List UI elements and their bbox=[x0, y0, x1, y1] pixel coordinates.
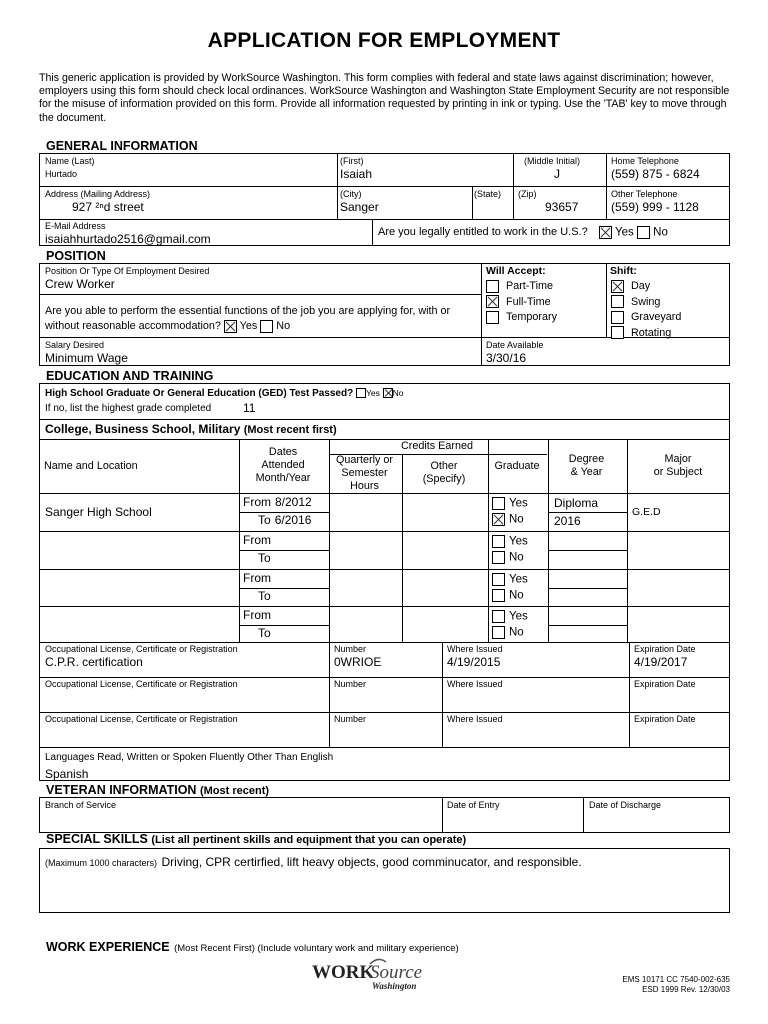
graveyard-shift-checkbox[interactable] bbox=[611, 311, 624, 324]
form-code-1: EMS 10171 CC 7540-002-635 bbox=[622, 975, 730, 984]
license-name-field[interactable]: C.P.R. certification bbox=[45, 655, 143, 669]
from-label: From bbox=[243, 608, 271, 622]
zip-label: (Zip) bbox=[518, 189, 537, 199]
email-label: E-Mail Address bbox=[45, 221, 106, 231]
col-dates-line: Attended bbox=[261, 459, 305, 471]
branch-label: Branch of Service bbox=[45, 800, 117, 810]
home-telephone-field[interactable]: (559) 875 - 6824 bbox=[611, 167, 700, 181]
expiration-label: Expiration Date bbox=[634, 644, 696, 654]
where-issued-label: Where Issued bbox=[447, 679, 503, 689]
will-accept-label: Will Accept: bbox=[486, 265, 546, 277]
rotating-shift-checkbox[interactable] bbox=[611, 326, 624, 339]
from-label: From bbox=[243, 495, 271, 509]
graduate-yes-row bbox=[492, 610, 528, 623]
shift-option-graveyard bbox=[611, 310, 681, 326]
graduate-no-checkbox[interactable] bbox=[492, 589, 505, 602]
ged-no-label: No bbox=[392, 388, 404, 398]
ged-yes-label: Yes bbox=[366, 388, 380, 398]
college-heading-row bbox=[45, 422, 337, 436]
col-quarter-line: Semester bbox=[341, 467, 388, 479]
graduate-no-label: No bbox=[509, 589, 524, 602]
ged-no-checkbox[interactable] bbox=[383, 388, 393, 398]
ged-question: High School Graduate Or General Education (GED) Test Passed? bbox=[45, 388, 354, 399]
position-heading: POSITION bbox=[46, 249, 106, 263]
shift-label: Graveyard bbox=[631, 311, 682, 323]
email-field[interactable]: isaiahhurtado2516@gmail.com bbox=[45, 232, 211, 246]
middle-initial-field[interactable]: J bbox=[554, 167, 560, 181]
date-available-label: Date Available bbox=[486, 340, 544, 350]
education-heading: EDUCATION AND TRAINING bbox=[46, 369, 214, 383]
graduate-yes-label: Yes bbox=[509, 497, 528, 510]
expiration-label: Expiration Date bbox=[634, 679, 696, 689]
day-shift-checkbox[interactable] bbox=[611, 280, 624, 293]
essential-yes-checkbox[interactable] bbox=[224, 320, 237, 333]
skills-heading: SPECIAL SKILLS bbox=[46, 832, 148, 846]
graduate-no-checkbox[interactable] bbox=[492, 513, 505, 526]
accept-label: Temporary bbox=[506, 311, 558, 323]
state-label: (State) bbox=[474, 189, 502, 199]
position-desired-field[interactable]: Crew Worker bbox=[45, 277, 115, 291]
degree-year-field[interactable]: 2016 bbox=[554, 514, 581, 528]
graduate-yes-label: Yes bbox=[509, 610, 528, 623]
license-label: Occupational License, Certificate or Registration bbox=[45, 679, 238, 689]
where-issued-field[interactable]: 4/19/2015 bbox=[447, 655, 501, 669]
graduate-yes-row bbox=[492, 535, 528, 548]
discharge-date-label: Date of Discharge bbox=[589, 800, 662, 810]
other-telephone-label: Other Telephone bbox=[611, 189, 678, 199]
essential-yes-label: Yes bbox=[239, 320, 258, 332]
graduate-no-label: No bbox=[509, 513, 524, 526]
zip-field[interactable]: 93657 bbox=[545, 200, 579, 214]
languages-field[interactable]: Spanish bbox=[45, 767, 89, 781]
graduate-yes-row bbox=[492, 573, 528, 586]
to-label: To bbox=[258, 551, 271, 565]
entitled-yes-checkbox[interactable] bbox=[599, 226, 612, 239]
work-heading: WORK EXPERIENCE bbox=[46, 940, 170, 954]
essential-no-label: No bbox=[276, 320, 291, 332]
svg-text:Washington: Washington bbox=[372, 981, 417, 991]
col-degree-year bbox=[547, 453, 626, 479]
temporary-checkbox[interactable] bbox=[486, 311, 499, 324]
shift-label: Swing bbox=[631, 295, 661, 308]
license-number-field[interactable]: 0WRIOE bbox=[334, 655, 382, 669]
degree-field[interactable]: Diploma bbox=[554, 496, 599, 510]
ged-question-row bbox=[45, 388, 404, 399]
essential-functions-question bbox=[45, 304, 481, 334]
graduate-yes-checkbox[interactable] bbox=[492, 535, 505, 548]
address-field[interactable]: 927 ²ⁿd street bbox=[72, 200, 144, 214]
legal-entitled-options bbox=[599, 226, 668, 239]
work-heading-row bbox=[46, 938, 459, 956]
shift-label: Rotating bbox=[631, 326, 672, 339]
shift-label: Day bbox=[631, 280, 651, 292]
skills-field[interactable]: Driving, CPR certirfied, lift heavy objects, good comminucator, and responsible. bbox=[161, 855, 582, 869]
to-label: To bbox=[258, 589, 271, 603]
skills-subheading: (List all pertinent skills and equipment that you can operate) bbox=[151, 834, 467, 846]
col-other-line: Other bbox=[430, 460, 458, 472]
skills-text bbox=[45, 853, 725, 871]
date-available-field[interactable]: 3/30/16 bbox=[486, 351, 527, 365]
city-label: (City) bbox=[340, 189, 362, 199]
veteran-heading-row bbox=[46, 783, 269, 797]
col-quarterly-hours bbox=[328, 454, 401, 493]
highest-grade-label: If no, list the highest grade completed bbox=[45, 403, 212, 414]
work-subheading: (Most Recent First) (Include voluntary work and military experience) bbox=[174, 943, 459, 954]
graduate-yes-checkbox[interactable] bbox=[492, 610, 505, 623]
svg-text:Source: Source bbox=[370, 962, 423, 983]
col-degree-line: Degree bbox=[568, 453, 605, 465]
license-label: Occupational License, Certificate or Registration bbox=[45, 714, 238, 724]
intro-text: This generic application is provided by WorkSource Washington. This form complies with federal and state laws against discrimination; however, employers using this form should check local ordinances. WorkSource Washington and Washington State Employment Security are not responsible for the misuse of information provided on this form. Provide all information requested by printing in ink or typing. Use the 'TAB' key to move through the document. bbox=[39, 72, 730, 124]
salary-label: Salary Desired bbox=[45, 340, 105, 350]
graduate-no-row bbox=[492, 513, 524, 526]
salary-field[interactable]: Minimum Wage bbox=[45, 351, 128, 365]
accept-option-temporary bbox=[486, 310, 557, 326]
date-to-row bbox=[258, 513, 311, 527]
entry-date-label: Date of Entry bbox=[447, 800, 500, 810]
essential-q-line1: Are you able to perform the essential functions of the job you are applying for, with or bbox=[45, 305, 451, 317]
entitled-no-label: No bbox=[653, 226, 668, 239]
veteran-subheading: (Most recent) bbox=[199, 785, 270, 797]
license-number-label: Number bbox=[334, 644, 367, 654]
license-number-label: Number bbox=[334, 714, 367, 724]
other-telephone-field[interactable]: (559) 999 - 1128 bbox=[611, 200, 699, 214]
col-graduate: Graduate bbox=[494, 460, 540, 472]
home-telephone-label: Home Telephone bbox=[611, 156, 679, 166]
col-name-location: Name and Location bbox=[44, 460, 138, 472]
skills-heading-row bbox=[46, 832, 466, 846]
essential-q-line2: without reasonable accommodation? bbox=[45, 320, 221, 332]
date-from-row bbox=[243, 571, 275, 585]
ged-yes-checkbox[interactable] bbox=[356, 388, 366, 398]
date-from-row bbox=[243, 533, 275, 547]
from-label: From bbox=[243, 571, 271, 585]
col-dates-line: Month/Year bbox=[255, 472, 311, 484]
swing-shift-checkbox[interactable] bbox=[611, 295, 624, 308]
graduate-no-row bbox=[492, 626, 524, 639]
accept-option-full-time bbox=[486, 295, 557, 311]
graduate-yes-label: Yes bbox=[509, 573, 528, 586]
where-issued-label: Where Issued bbox=[447, 714, 503, 724]
form-codes bbox=[560, 975, 730, 995]
date-to-row bbox=[258, 626, 275, 640]
to-label: To bbox=[258, 626, 271, 640]
skills-max-label: (Maximum 1000 characters) bbox=[45, 858, 158, 868]
credits-earned-label: Credits Earned bbox=[400, 440, 473, 452]
svg-text:WORK: WORK bbox=[312, 962, 375, 983]
graduate-yes-label: Yes bbox=[509, 535, 528, 548]
page-title: APPLICATION FOR EMPLOYMENT bbox=[207, 29, 561, 52]
first-name-label: (First) bbox=[340, 156, 364, 166]
languages-label: Languages Read, Written or Spoken Fluently Other Than English bbox=[45, 752, 334, 763]
accept-label: Full-Time bbox=[506, 295, 551, 308]
date-to-row bbox=[258, 589, 275, 603]
veteran-heading: VETERAN INFORMATION bbox=[46, 783, 197, 797]
col-other-specify bbox=[401, 460, 487, 486]
name-last-label: Name (Last) bbox=[45, 156, 95, 166]
graduate-no-label: No bbox=[509, 551, 524, 564]
essential-no-checkbox[interactable] bbox=[260, 320, 273, 333]
graduate-no-row bbox=[492, 551, 524, 564]
middle-initial-label: (Middle Initial) bbox=[524, 156, 581, 166]
graduate-no-row bbox=[492, 589, 524, 602]
form-code-2: ESD 1999 Rev. 12/30/03 bbox=[642, 985, 730, 994]
expiration-label: Expiration Date bbox=[634, 714, 696, 724]
position-desired-label: Position Or Type Of Employment Desired bbox=[45, 266, 210, 276]
college-subheading: (Most recent first) bbox=[243, 424, 337, 436]
date-to-row bbox=[258, 551, 275, 565]
accept-label: Part-Time bbox=[506, 280, 553, 292]
col-dates-line: Dates bbox=[268, 446, 298, 458]
college-heading: College, Business School, Military bbox=[45, 422, 241, 436]
will-accept-options bbox=[486, 279, 557, 326]
col-other-line: (Specify) bbox=[422, 473, 466, 485]
date-from-row bbox=[243, 495, 312, 509]
col-major-line: or Subject bbox=[653, 466, 703, 478]
entitled-no-checkbox[interactable] bbox=[637, 226, 650, 239]
graduate-no-checkbox[interactable] bbox=[492, 551, 505, 564]
first-name-field[interactable]: Isaiah bbox=[340, 167, 373, 181]
col-quarter-line: Hours bbox=[350, 480, 379, 492]
major-field[interactable]: G.E.D bbox=[632, 506, 661, 518]
legal-entitled-question: Are you legally entitled to work in the U.S.? bbox=[378, 226, 588, 238]
col-degree-line: & Year bbox=[570, 466, 603, 478]
address-label: Address (Mailing Address) bbox=[45, 189, 151, 199]
to-label: To bbox=[258, 513, 271, 527]
entitled-yes-label: Yes bbox=[615, 226, 634, 239]
city-field[interactable]: Sanger bbox=[340, 200, 379, 214]
col-quarter-line: Quarterly or bbox=[336, 454, 393, 466]
name-last-field[interactable]: Hurtado bbox=[45, 169, 78, 179]
where-issued-label: Where Issued bbox=[447, 644, 503, 654]
worksource-logo bbox=[312, 956, 432, 994]
shift-option-day bbox=[611, 279, 681, 295]
date-to-field[interactable]: 6/2016 bbox=[274, 513, 312, 527]
license-label: Occupational License, Certificate or Registration bbox=[45, 644, 238, 654]
highest-grade-field[interactable]: 11 bbox=[243, 401, 256, 415]
col-major-subject bbox=[626, 453, 730, 479]
full-time-checkbox[interactable] bbox=[486, 295, 499, 308]
graduate-no-checkbox[interactable] bbox=[492, 626, 505, 639]
graduate-no-label: No bbox=[509, 626, 524, 639]
shift-options bbox=[611, 279, 681, 341]
date-from-row bbox=[243, 608, 275, 622]
shift-option-rotating bbox=[611, 326, 681, 342]
shift-label: Shift: bbox=[610, 265, 637, 277]
col-major-line: Major bbox=[664, 453, 692, 465]
col-dates-attended bbox=[238, 446, 328, 485]
from-label: From bbox=[243, 533, 271, 547]
school-name-field[interactable]: Sanger High School bbox=[45, 505, 152, 519]
accept-option-part-time bbox=[486, 279, 557, 295]
graduate-yes-checkbox[interactable] bbox=[492, 573, 505, 586]
graduate-yes-row bbox=[492, 497, 528, 510]
part-time-checkbox[interactable] bbox=[486, 280, 499, 293]
date-from-field[interactable]: 8/2012 bbox=[275, 495, 312, 509]
shift-option-swing bbox=[611, 295, 681, 311]
license-number-label: Number bbox=[334, 679, 367, 689]
graduate-yes-checkbox[interactable] bbox=[492, 497, 505, 510]
expiration-field[interactable]: 4/19/2017 bbox=[634, 655, 688, 669]
general-heading: GENERAL INFORMATION bbox=[46, 139, 198, 153]
